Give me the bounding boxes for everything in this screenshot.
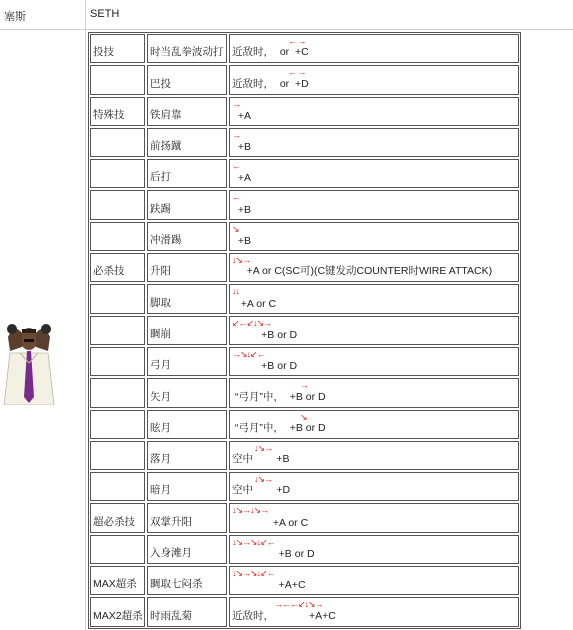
input-arrows-icon: ↙←↙↓↘→ <box>232 317 272 328</box>
move-category <box>90 284 145 313</box>
command-text: +B <box>232 235 251 248</box>
input-arrows-icon: ← → <box>288 67 306 78</box>
move-category: 特殊技 <box>90 97 145 126</box>
command-text: 空中 +B <box>232 453 290 466</box>
command-text: “弓月”中， +B or D <box>232 390 326 403</box>
move-name: 冲滑踢 <box>147 222 227 251</box>
input-arrows-icon: ← <box>232 161 240 172</box>
table-row <box>89 377 520 408</box>
move-category <box>90 347 145 376</box>
table-row <box>89 315 520 346</box>
move-command <box>229 535 519 564</box>
move-name: 睭取七闷杀 <box>147 566 227 595</box>
command-text: +A or C(SC可)(C键发动COUNTER时WIRE ATTACK) <box>232 265 493 278</box>
move-category: 必杀技 <box>90 253 145 282</box>
command-text: +B or D <box>232 360 298 373</box>
input-arrows-icon: ↘ <box>232 223 239 234</box>
move-category <box>90 472 145 501</box>
move-name: 后打 <box>147 159 227 188</box>
move-category <box>90 65 145 94</box>
move-category <box>90 441 145 470</box>
table-row <box>89 502 520 533</box>
move-name: 前扬蹴 <box>147 128 227 157</box>
move-category <box>90 316 145 345</box>
character-name-header: 塞斯 <box>0 0 86 30</box>
table-row <box>89 534 520 565</box>
command-text: +A <box>232 109 251 122</box>
move-name: 入身滩月 <box>147 535 227 564</box>
table-row <box>89 283 520 314</box>
move-category <box>90 159 145 188</box>
table-row <box>89 252 520 283</box>
input-arrows-icon: ← <box>232 192 240 203</box>
move-category <box>90 222 145 251</box>
move-name: 眩月 <box>147 410 227 439</box>
move-category <box>90 410 145 439</box>
input-arrows-icon: ↓↘→↓↘→ <box>232 505 269 516</box>
input-arrows-icon: ↓↘→↘↓↙← <box>232 568 275 579</box>
table-row <box>89 127 520 158</box>
command-text: +B or D <box>232 548 315 561</box>
command-text: +B or D <box>232 328 298 341</box>
move-command <box>229 128 519 157</box>
move-command <box>229 159 519 188</box>
move-category <box>90 378 145 407</box>
move-name: 巴投 <box>147 65 227 94</box>
move-name: 双掌升阳 <box>147 503 227 532</box>
input-arrows-icon: ↓↘→ <box>254 442 273 453</box>
move-command <box>229 410 519 439</box>
move-command <box>229 34 519 63</box>
table-row <box>89 33 520 64</box>
table-row <box>89 471 520 502</box>
command-text: +A or C <box>232 297 277 310</box>
table-row <box>89 346 520 377</box>
input-arrows-icon: → <box>232 129 240 140</box>
input-arrows-icon: →↘↓↙← <box>232 348 265 359</box>
move-name: 暗月 <box>147 472 227 501</box>
move-command <box>229 472 519 501</box>
command-text: +A+C <box>232 579 306 592</box>
command-text: “弓月”中， +B or D <box>232 421 326 434</box>
input-arrows-icon: ↓↘→ <box>232 255 251 266</box>
move-name: 升阳 <box>147 253 227 282</box>
move-command <box>229 284 519 313</box>
input-arrows-icon: ↓↘→↘↓↙← <box>232 536 275 547</box>
move-command <box>229 316 519 345</box>
move-category: 投技 <box>90 34 145 63</box>
character-portrait <box>0 317 58 405</box>
move-name: 铁肩靠 <box>147 97 227 126</box>
command-text: 空中 +D <box>232 484 291 497</box>
input-arrows-icon: → <box>300 380 308 391</box>
move-name: 弓月 <box>147 347 227 376</box>
table-row <box>89 596 520 627</box>
table-row <box>89 440 520 471</box>
move-command <box>229 65 519 94</box>
input-arrows-icon: ← → <box>288 36 306 46</box>
command-text: +A <box>232 172 251 185</box>
command-text: 近敌时， +A+C <box>232 609 336 622</box>
move-name: 时当乱拳波动打 <box>147 34 227 63</box>
move-name: 睭崩 <box>147 316 227 345</box>
table-row <box>89 158 520 189</box>
move-table <box>88 32 521 629</box>
move-name: 落月 <box>147 441 227 470</box>
move-command <box>229 503 519 532</box>
table-row <box>89 409 520 440</box>
move-name: 矢月 <box>147 378 227 407</box>
move-command <box>229 253 519 282</box>
move-category: 超必杀技 <box>90 503 145 532</box>
move-name: 时雨乱菊 <box>147 597 227 626</box>
move-command <box>229 190 519 219</box>
command-text: +A or C <box>232 516 309 529</box>
move-name: 趺踢 <box>147 190 227 219</box>
input-arrows-icon: ↓↓ <box>232 286 239 297</box>
move-command <box>229 347 519 376</box>
move-category <box>90 535 145 564</box>
move-command <box>229 441 519 470</box>
move-category: MAX2超杀 <box>90 597 145 626</box>
table-row <box>89 565 520 596</box>
move-command <box>229 222 519 251</box>
character-title-header: SETH <box>86 0 573 30</box>
command-text: 近敌时， or +C <box>232 46 309 59</box>
command-text: +B <box>232 203 251 216</box>
move-category <box>90 190 145 219</box>
command-text: +B <box>232 141 251 154</box>
input-arrows-icon: → <box>232 98 240 109</box>
move-command <box>229 378 519 407</box>
table-row <box>89 189 520 220</box>
input-arrows-icon: →←←↙↓↘→ <box>274 599 323 610</box>
move-command <box>229 566 519 595</box>
input-arrows-icon: ↓↘→ <box>254 474 273 485</box>
command-text: 近敌时， or +D <box>232 77 309 90</box>
table-row <box>89 96 520 127</box>
move-name: 脚取 <box>147 284 227 313</box>
move-category <box>90 128 145 157</box>
move-category: MAX超杀 <box>90 566 145 595</box>
input-arrows-icon: ↘ <box>300 411 307 422</box>
move-command <box>229 97 519 126</box>
table-row <box>89 221 520 252</box>
move-command <box>229 597 519 626</box>
table-row <box>89 64 520 95</box>
portrait-column <box>0 30 86 630</box>
